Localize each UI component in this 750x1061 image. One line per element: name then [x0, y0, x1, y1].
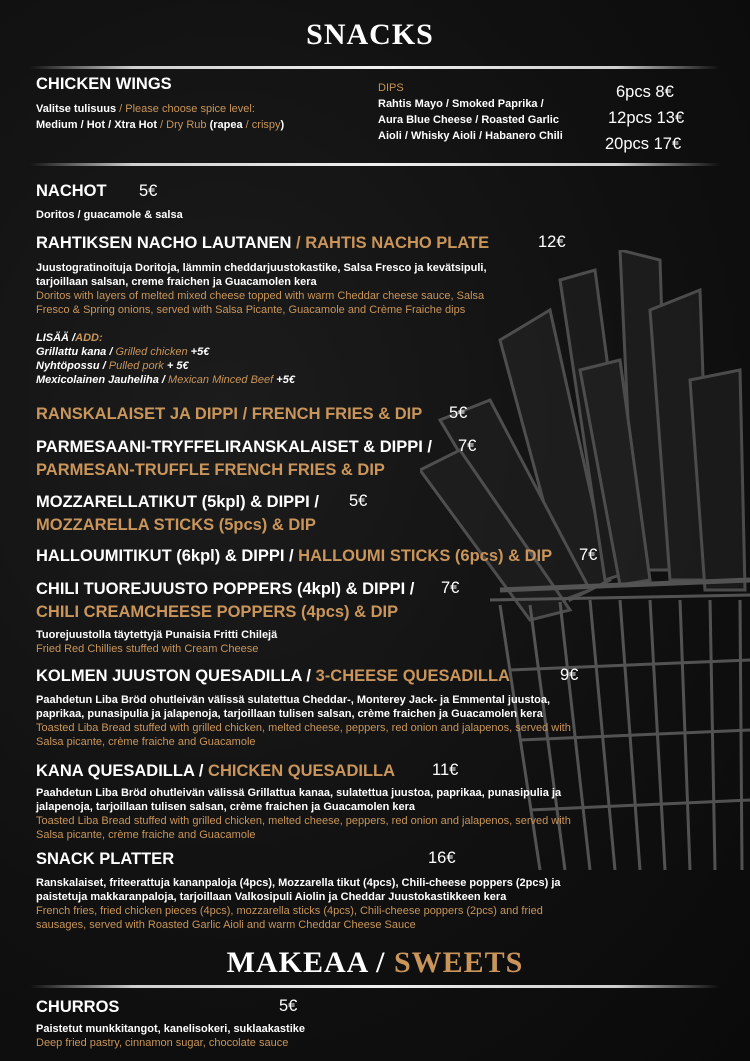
quesadilla3-desc-fi-1: Paahdetun Liba Bröd ohutleivän välissä sulatettua Cheddar-, Monterey Jack- ja Emmental juustoa,	[36, 694, 551, 706]
quesadilla-chicken-desc-en-1: Toasted Liba Bread stuffed with grilled chicken, melted cheese, peppers, red onion and jalapenos, served with	[36, 815, 571, 827]
churros-title: CHURROS	[36, 998, 120, 1016]
poppers-desc-fi: Tuorejuustolla täytettyjä Punaisia Fritti Chilejä	[36, 629, 278, 641]
nacho-add-label: LISÄÄ /ADD:	[36, 332, 103, 344]
quesadilla-chicken-desc-fi-2: jalapenoja, tarjoillaan tulisen salsan, crème fraichen ja Guacamolen kera	[36, 801, 416, 813]
halloumi-price: 7€	[579, 546, 598, 564]
wings-price-6: 6pcs 8€	[616, 83, 674, 101]
platter-title: SNACK PLATTER	[36, 850, 175, 868]
truffle-title-fi: PARMESAANI-TRYFFELIRANSKALAISET & DIPPI /	[36, 438, 433, 456]
nacho-plate-desc-en-1: Doritos with layers of melted mixed cheese topped with warm Cheddar cheese sauce, Salsa	[36, 290, 485, 302]
quesadilla-chicken-price: 11€	[432, 761, 459, 779]
truffle-price: 7€	[458, 437, 477, 455]
quesadilla3-desc-fi-2: paprikaa, punasipulia ja jalapenoja, tarjoillaan tulisen salsan, crème fraichen ja Guacamolen kera	[36, 708, 543, 720]
halloumi-title: HALLOUMITIKUT (6kpl) & DIPPI / HALLOUMI STICKS (6pcs) & DIP	[36, 547, 553, 565]
divider-sweets	[30, 985, 720, 988]
nacho-plate-title: RAHTIKSEN NACHO LAUTANEN / RAHTIS NACHO PLATE	[36, 234, 490, 252]
platter-desc-fi-2: paistetuja makkaranpaloja, tarjoillaan Valkosipuli Aiolin ja Cheddar Juustokastikkeen kera	[36, 891, 507, 903]
divider-wings	[30, 163, 720, 166]
nachot-title: NACHOT	[36, 182, 107, 200]
wings-price-12: 12pcs 13€	[608, 109, 685, 127]
nacho-add-2: Nyhtöpossu / Pulled pork + 5€	[36, 360, 189, 372]
dips-line-1: Rahtis Mayo / Smoked Paprika /	[378, 98, 544, 110]
poppers-price: 7€	[441, 579, 460, 597]
sweets-title: MAKEAA / SWEETS	[226, 946, 524, 979]
quesadilla3-price: 9€	[560, 666, 579, 684]
mozzarella-price: 5€	[349, 492, 368, 510]
chicken-wings-levels: Medium / Hot / Xtra Hot / Dry Rub (rapea / crispy)	[36, 119, 285, 131]
fries-price: 5€	[449, 404, 468, 422]
dips-line-3: Aioli / Whisky Aioli / Habanero Chili	[378, 130, 563, 142]
quesadilla-chicken-desc-fi-1: Paahdetun Liba Bröd ohutleivän välissä Grillattua kanaa, sulatettua juustoa, paprikaa, punasipulia ja	[36, 787, 562, 799]
platter-price: 16€	[428, 849, 456, 867]
platter-desc-en-1: French fries, fried chicken pieces (4pcs), mozzarella sticks (4pcs), Chili-cheese poppers (2pcs) and fried	[36, 905, 543, 917]
nacho-plate-desc-en-2: Fresco & Spring onions, served with Salsa Picante, Guacamole and Crème Fraiche dips	[36, 304, 466, 316]
nacho-add-3: Mexicolainen Jauheliha / Mexican Minced Beef +5€	[36, 374, 295, 386]
churros-price: 5€	[279, 997, 298, 1015]
platter-desc-en-2: sausages, served with Roasted Garlic Aioli and warm Cheddar Cheese Sauce	[36, 919, 416, 931]
fries-title: RANSKALAISET JA DIPPI / FRENCH FRIES & DIP	[36, 405, 423, 423]
quesadilla3-desc-en-1: Toasted Liba Bread stuffed with grilled chicken, melted cheese, peppers, red onion and jalapenos, served with	[36, 722, 571, 734]
nacho-plate-price: 12€	[538, 233, 566, 251]
nacho-plate-desc-fi-1: Juustogratinoituja Doritoja, lämmin cheddarjuustokastike, Salsa Fresco ja kevätsipuli,	[36, 262, 487, 274]
nacho-add-1: Grillattu kana / Grilled chicken +5€	[36, 346, 210, 358]
chicken-wings-spice: Valitse tulisuus / Please choose spice level:	[36, 103, 255, 115]
quesadilla-chicken-desc-en-2: Salsa picante, crème fraiche and Guacamole	[36, 829, 256, 841]
wings-price-20: 20pcs 17€	[605, 135, 682, 153]
divider-top	[30, 66, 720, 69]
quesadilla-chicken-title: KANA QUESADILLA / CHICKEN QUESADILLA	[36, 762, 396, 780]
dips-line-2: Aura Blue Cheese / Roasted Garlic	[378, 114, 559, 126]
poppers-desc-en: Fried Red Chillies stuffed with Cream Cheese	[36, 643, 259, 655]
platter-desc-fi-1: Ranskalaiset, friteerattuja kananpaloja (4pcs), Mozzarella tikut (4pcs), Chili-cheese poppers (2pcs) ja	[36, 877, 561, 889]
nacho-plate-desc-fi-2: tarjoillaan salsan, creme fraichen ja Guacamolen kera	[36, 276, 317, 288]
mozzarella-title-en: MOZZARELLA STICKS (5pcs) & DIP	[36, 516, 316, 534]
poppers-title-en: CHILI CREAMCHEESE POPPERS (4pcs) & DIP	[36, 603, 399, 621]
churros-desc-fi: Paistetut munkkitangot, kanelisokeri, suklaakastike	[36, 1023, 305, 1035]
truffle-title-en: PARMESAN-TRUFFLE FRENCH FRIES & DIP	[36, 461, 385, 479]
nachot-desc: Doritos / guacamole & salsa	[36, 209, 183, 221]
chicken-wings-title: CHICKEN WINGS	[36, 75, 172, 93]
quesadilla3-desc-en-2: Salsa picante, crème fraiche and Guacamole	[36, 736, 256, 748]
churros-desc-en: Deep fried pastry, cinnamon sugar, chocolate sauce	[36, 1037, 289, 1049]
nachot-price: 5€	[139, 182, 158, 200]
dips-label: DIPS	[378, 82, 404, 94]
poppers-title-fi: CHILI TUOREJUUSTO POPPERS (4kpl) & DIPPI /	[36, 580, 415, 598]
quesadilla3-title: KOLMEN JUUSTON QUESADILLA / 3-CHEESE QUESADILLA	[36, 667, 510, 685]
mozzarella-title-fi: MOZZARELLATIKUT (5kpl) & DIPPI /	[36, 493, 319, 511]
page-title: SNACKS	[306, 18, 434, 51]
